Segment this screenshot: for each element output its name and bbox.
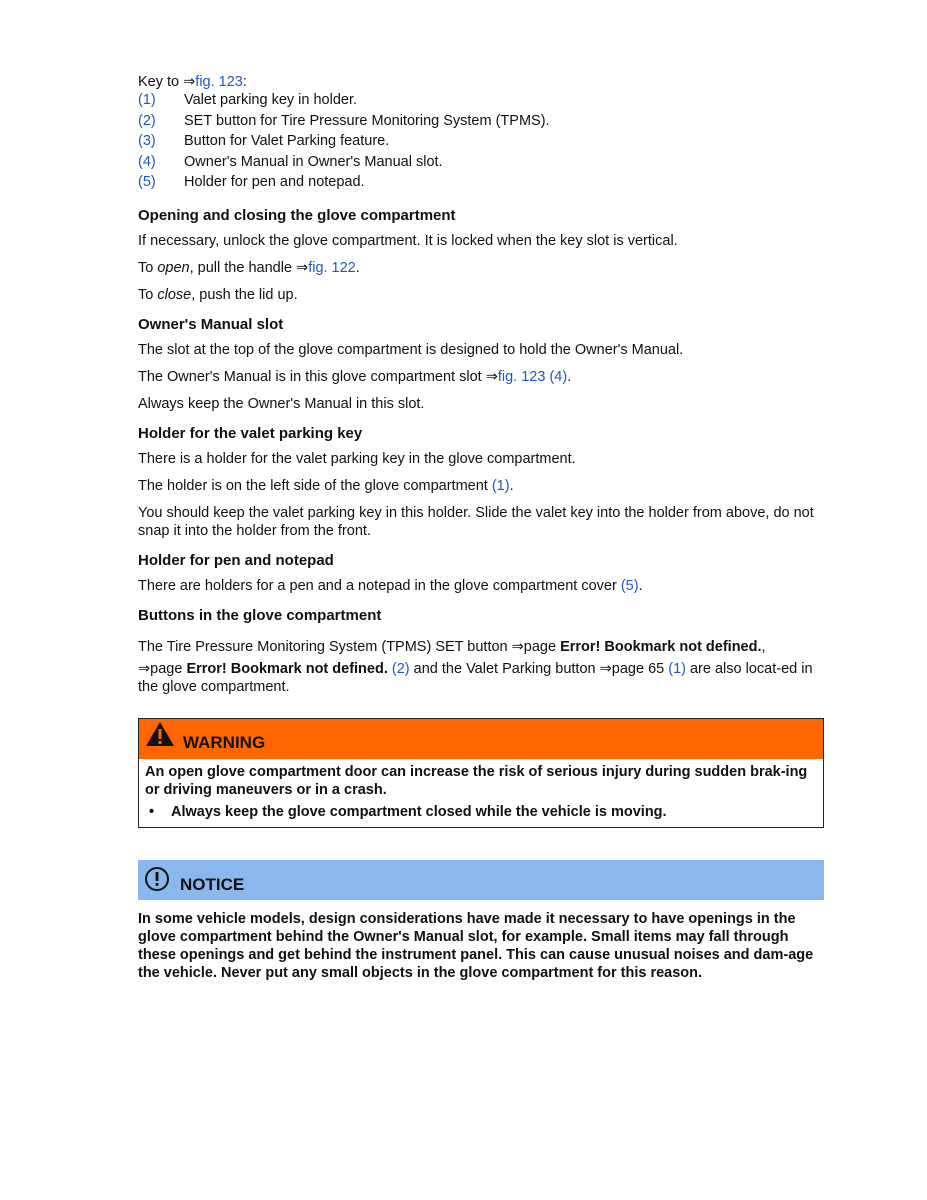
warning-box (138, 718, 824, 828)
paragraph: There is a holder for the valet parking key in the glove compartment. (138, 450, 576, 467)
paragraph: The holder is on the left side of the glove compartment (1). (138, 477, 514, 494)
fig-123-4-link[interactable]: fig. 123 (4) (497, 368, 568, 385)
list-item: (4) Owner's Manual in Owner's Manual slot. (138, 153, 443, 170)
warning-header (139, 719, 823, 759)
warning-body (139, 759, 823, 827)
exclamation-circle-icon (144, 866, 170, 896)
warning-text: An open glove compartment door can increase the risk of serious injury during sudden brak-ing or driving maneuvers or in a crash. (145, 763, 808, 798)
warning-triangle-icon (145, 721, 175, 751)
item-5-link[interactable]: (5) (620, 577, 639, 594)
list-item: (3) Button for Valet Parking feature. (138, 133, 390, 149)
key-number-link[interactable]: (4) (138, 153, 156, 170)
list-item: (5) Holder for pen and notepad. (138, 174, 365, 190)
section-heading-manual-slot: Owner's Manual slot (138, 315, 284, 333)
section-heading-valet-key-holder: Holder for the valet parking key (138, 424, 363, 442)
section-heading-buttons: Buttons in the glove compartment (138, 606, 382, 624)
notice-title: NOTICE (180, 874, 245, 894)
key-intro: Key to ⇒fig. 123: (138, 74, 247, 90)
list-item: (2) SET button for Tire Pressure Monitoring System (TPMS). (138, 112, 550, 129)
paragraph: There are holders for a pen and a notepad in the glove compartment cover (5). (138, 577, 643, 594)
key-number-link[interactable]: (1) (138, 92, 156, 108)
page-content (138, 74, 824, 982)
item-1-link[interactable]: (1) (668, 660, 686, 677)
fig-122-link[interactable]: fig. 122 (308, 259, 356, 276)
paragraph: ⇒page Error! Bookmark not defined. (2) and the Valet Parking button ⇒page 65 (1) are also locat-ed in the glove compartment. (138, 660, 813, 695)
paragraph: Always keep the Owner's Manual in this slot. (138, 395, 425, 412)
paragraph: If necessary, unlock the glove compartment. It is locked when the key slot is vertical. (138, 232, 678, 249)
item-1-link[interactable]: (1) (491, 477, 510, 494)
section-heading-pen-notepad: Holder for pen and notepad (138, 551, 334, 569)
notice-box (138, 860, 824, 982)
key-number-link[interactable]: (5) (138, 174, 156, 190)
paragraph: To close, push the lid up. (138, 286, 298, 303)
key-list (138, 92, 824, 195)
key-number-link[interactable]: (2) (138, 112, 156, 129)
list-item: (1) Valet parking key in holder. (138, 92, 358, 108)
item-2-link[interactable]: (2) (391, 660, 410, 677)
section-heading-opening-closing: Opening and closing the glove compartment (138, 206, 456, 224)
paragraph: You should keep the valet parking key in this holder. Slide the valet key into the holder from above, do not snap it into the holder from the front. (138, 504, 814, 539)
notice-header (138, 860, 824, 900)
paragraph: The Tire Pressure Monitoring System (TPMS) SET button ⇒page Error! Bookmark not defined., (138, 638, 766, 655)
warning-bullet: • Always keep the glove compartment closed while the vehicle is moving. (145, 803, 817, 821)
key-number-link[interactable]: (3) (138, 133, 156, 149)
warning-title: WARNING (183, 732, 266, 752)
bullet-icon: • (149, 803, 155, 820)
paragraph: The Owner's Manual is in this glove compartment slot ⇒fig. 123 (4). (138, 368, 572, 385)
paragraph: To open, pull the handle ⇒fig. 122. (138, 259, 360, 276)
notice-text: In some vehicle models, design considerations have made it necessary to have openings in the glove compartment behind the Owner's Manual slot, for example. Small items may fall through these openings and get behind the instrument panel. This can cause unusual noises and dam-age the vehicle. Never put any small objects in the glove compartment for this reason. (138, 910, 814, 981)
fig-123-link[interactable]: fig. 123 (195, 74, 243, 90)
paragraph: The slot at the top of the glove compartment is designed to hold the Owner's Manual. (138, 341, 684, 358)
page-65-link[interactable]: page 65 (611, 660, 669, 677)
